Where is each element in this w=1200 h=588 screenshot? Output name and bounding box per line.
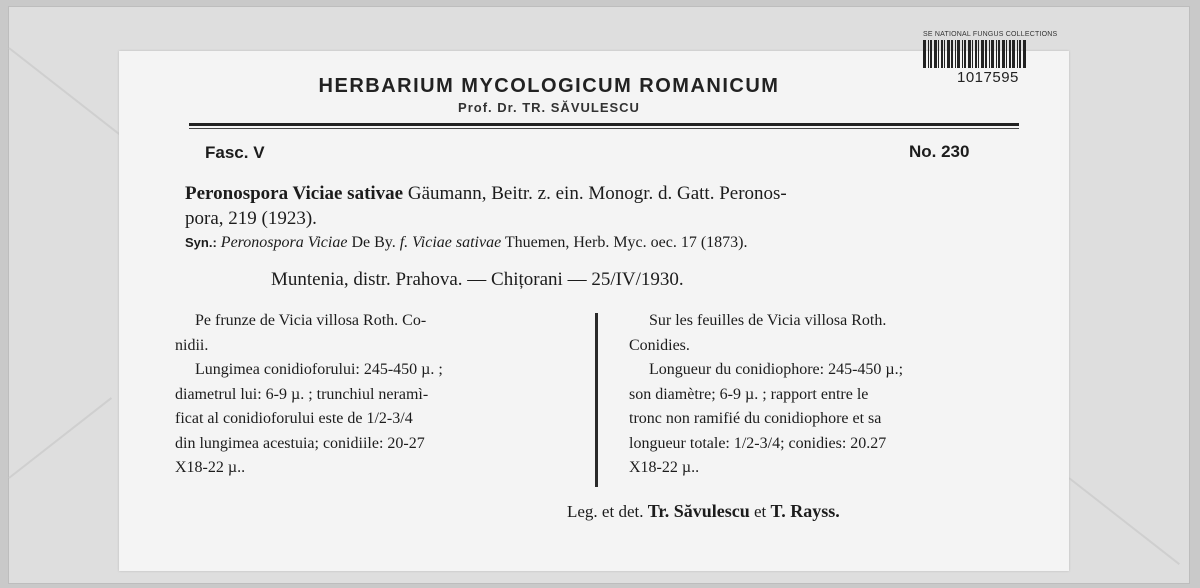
envelope-fold-line [8,397,112,479]
synonym-author: De By. [351,234,396,251]
description-line: Pe frunze de Vicia villosa Roth. Co- [195,312,427,329]
collector-name-2: T. Rayss. [770,501,840,521]
description-line: ficat al conidioforului este de 1/2-3/4 [175,410,413,427]
description-line: X18-22 µ.. [175,459,246,476]
description-line: Conidies. [629,336,690,354]
description-line: din lungimea acestuia; conidiile: 20-27 [175,434,425,452]
collector-name: Tr. Săvulescu [647,501,750,521]
collector-prefix: Leg. et det. [567,502,644,521]
species-name: Peronospora Viciae sativae [185,183,404,204]
herbarium-subtitle: Prof. Dr. TR. SĂVULESCU [458,100,640,115]
synonym-reference: Thuemen, Herb. Myc. oec. 17 (1873). [504,234,748,251]
specimen-number: No. 230 [909,142,970,161]
description-line: Lungimea conidioforului: 245-450 µ. ; [195,361,443,378]
fascicle: Fasc. V [205,143,265,162]
herbarium-envelope [8,6,1190,584]
collector-line [567,501,840,522]
description-line: Longueur du conidiophore: 245-450 µ.; [649,361,904,378]
specimen-label [119,31,1069,571]
species-entry [185,181,1025,231]
synonym [185,234,1025,252]
description-line: diametrul lui: 6-9 µ. ; trunchiul neramì- [175,385,429,403]
romanian-description [175,309,573,481]
species-citation: Gäumann, Beitr. z. ein. Monogr. d. Gatt. Peronos- [407,183,787,204]
barcode-caption: SE NATIONAL FUNGUS COLLECTIONS [923,31,1058,38]
description-line: Sur les feuilles de Vicia villosa Roth. [649,312,887,329]
barcode-number: 1017595 [957,69,1019,86]
description-line: X18-22 µ.. [629,459,700,476]
barcode-bars [923,40,1069,68]
herbarium-title: HERBARIUM MYCOLOGICUM ROMANICUM [318,75,780,97]
description-line: son diamètre; 6-9 µ. ; rapport entre le [629,385,869,403]
collector-conjunction: et [754,502,767,521]
header-rule-thin [189,128,1019,129]
locality: Muntenia, distr. Prahova. — Chițorani — 25/IV/1930. [271,269,684,290]
french-description [629,309,1019,481]
envelope-fold-line [1068,477,1180,565]
description-line: nidii. [175,336,209,354]
header-rule [189,123,1019,126]
synonym-label: Syn.: [185,235,217,250]
synonym-form: f. Viciae sativae [399,234,502,251]
species-citation-cont: pora, 219 (1923). [185,208,317,229]
envelope-fold-line [8,47,120,135]
description-line: tronc non ramifié du conidiophore et sa [629,410,882,427]
description-line: longueur totale: 1/2-3/4; conidies: 20.27 [629,434,887,452]
column-divider [595,313,598,487]
synonym-name: Peronospora Viciae [220,234,348,251]
